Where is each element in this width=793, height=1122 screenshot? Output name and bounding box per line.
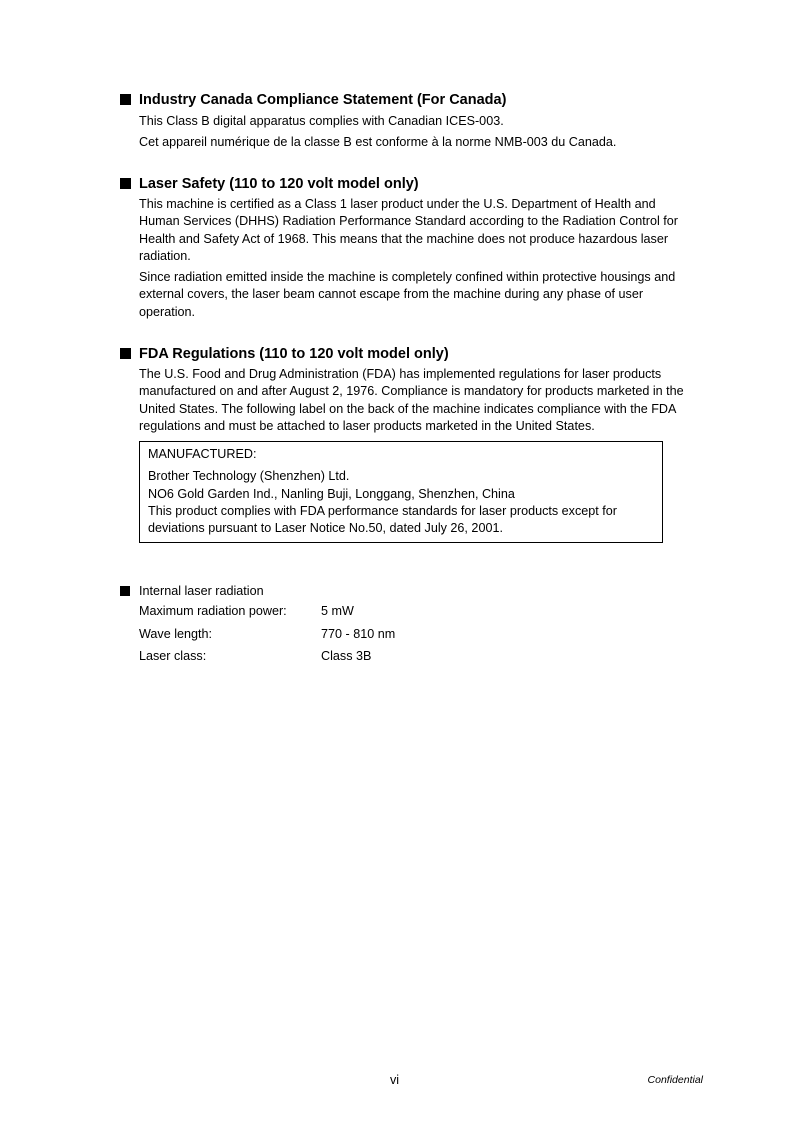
paragraph: Since radiation emitted inside the machine is completely confined within protective housings and external covers, the laser beam cannot escape from the machine during any phase of user operation.	[139, 270, 676, 319]
paragraph: Cet appareil numérique de la classe B est conforme à la norme NMB-003 du Canada.	[139, 135, 617, 150]
spec-value: 5 mW	[321, 604, 354, 618]
spec-row	[139, 626, 690, 649]
square-bullet-icon	[120, 94, 131, 105]
label-line: NO6 Gold Garden Ind., Nanling Buji, Longgang, Shenzhen, China	[148, 486, 515, 501]
heading-text: Laser Safety (110 to 120 volt model only)	[139, 176, 419, 192]
spec-list	[120, 603, 690, 671]
paragraph: The U.S. Food and Drug Administration (FDA) has implemented regulations for laser products manufactured on and after August 2, 1976. Compliance is mandatory for products marketed in the United States. The following label on the back of the machine indicates compliance with the FDA regulations and must be attached to laser products marketed in the United States.	[139, 367, 684, 433]
fda-label-box	[139, 441, 663, 542]
spec-value: 770 - 810 nm	[321, 626, 396, 641]
section-heading	[120, 91, 690, 109]
paragraph: This Class B digital apparatus complies with Canadian ICES-003.	[139, 114, 504, 128]
spec-key: Maximum radiation power:	[139, 604, 287, 618]
section-industry-canada	[120, 91, 690, 152]
spec-key: Laser class:	[139, 649, 207, 663]
label-line: This product complies with FDA performance standards for laser products except for deviations pursuant to Laser Notice No.50, dated July 26, 2001.	[148, 504, 617, 536]
section-heading	[120, 345, 690, 363]
paragraph: This machine is certified as a Class 1 laser product under the U.S. Department of Health and Human Services (DHHS) Radiation Performance Standard according to the Radiation Control for Health and Safety Act of 1968. This means that the machine does not produce hazardous laser radiation.	[139, 197, 678, 263]
section-laser-safety	[120, 175, 690, 321]
spec-value: Class 3B	[321, 649, 372, 663]
square-bullet-icon	[120, 586, 130, 596]
spec-key: Wave length:	[139, 626, 213, 641]
spec-row	[139, 603, 690, 626]
section-fda-regulations	[120, 345, 690, 543]
page-number: vi	[390, 1073, 400, 1087]
confidential-mark: Confidential	[647, 1074, 703, 1086]
heading-text: FDA Regulations (110 to 120 volt model only)	[139, 346, 449, 362]
section-internal-laser-radiation	[120, 583, 690, 671]
label-line: Brother Technology (Shenzhen) Ltd.	[148, 469, 350, 484]
spec-row	[139, 648, 690, 671]
section-heading	[120, 175, 690, 193]
square-bullet-icon	[120, 178, 131, 189]
section-heading	[120, 583, 690, 600]
heading-text: Industry Canada Compliance Statement (For Canada)	[139, 92, 507, 108]
label-title: MANUFACTURED:	[148, 447, 257, 462]
heading-text: Internal laser radiation	[139, 584, 264, 598]
square-bullet-icon	[120, 348, 131, 359]
